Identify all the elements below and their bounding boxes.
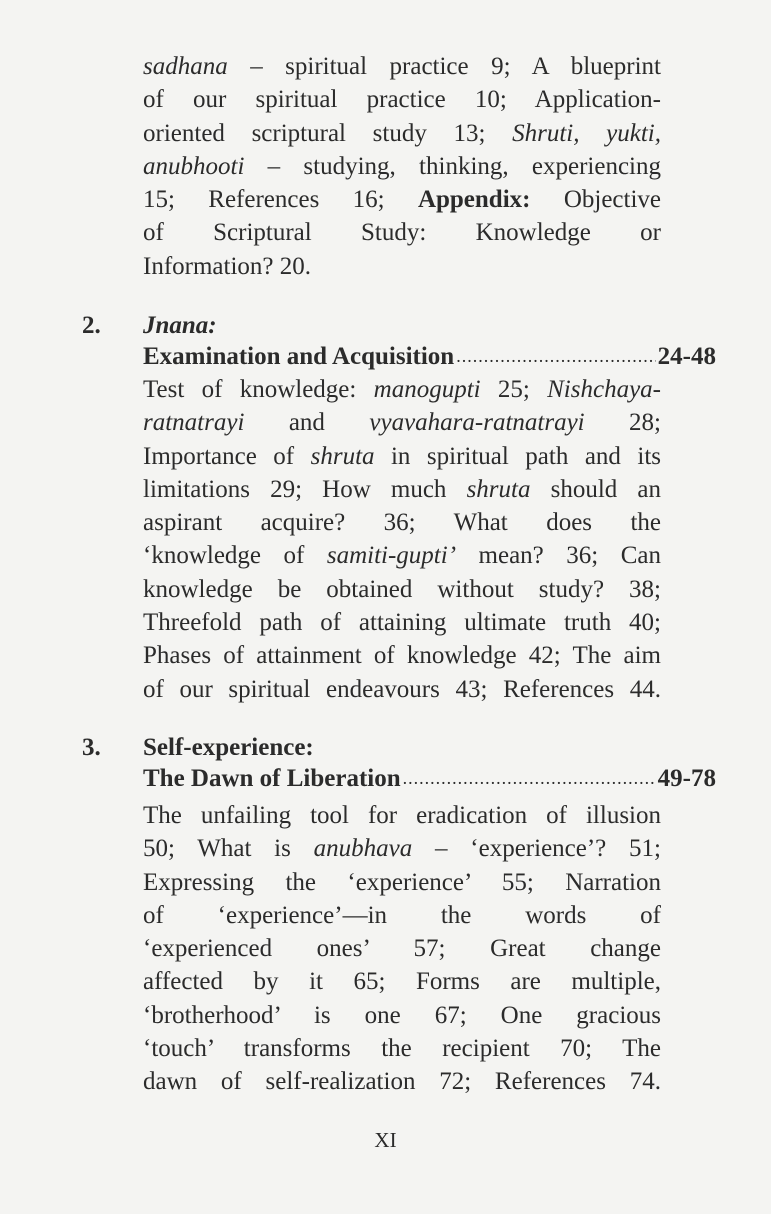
- section-subtitle: The Dawn of Liberation: [143, 765, 401, 792]
- text-line: [143, 373, 661, 406]
- text-segment: of our spiritual practice 10; Application-: [143, 86, 661, 114]
- italic-text: Nishchaya-: [547, 376, 661, 403]
- text-line: [143, 866, 661, 899]
- text-segment: aspirant acquire? 36; What does the: [143, 509, 661, 537]
- text-segment: The unfailing tool for eradication of illusion: [143, 802, 661, 829]
- text-line: [143, 183, 661, 216]
- text-line: [143, 473, 661, 506]
- text-line: [143, 117, 661, 150]
- italic-text: ratnatrayi: [143, 409, 245, 437]
- text-segment: Threefold path of attaining ultimate truth 40;: [143, 609, 661, 637]
- text-line: [143, 1032, 661, 1065]
- text-segment: affected by it 65; Forms are multiple,: [143, 968, 661, 996]
- section-summary: [143, 373, 661, 706]
- text-line: [143, 832, 661, 865]
- text-segment: Phases of attainment of knowledge 42; The aim: [143, 642, 661, 670]
- text-line: [143, 506, 661, 539]
- text-segment: dawn of self-realization 72; References 74.: [143, 1068, 661, 1096]
- text-segment: ‘experienced ones’ 57; Great change: [143, 935, 661, 963]
- italic-text: shruta: [466, 475, 531, 503]
- italic-text: anubhooti: [143, 152, 245, 180]
- text-segment: 25;: [480, 376, 548, 403]
- text-line: [143, 639, 661, 672]
- text-segment: ‘touch’ transforms the recipient 70; The: [143, 1035, 661, 1063]
- text-segment: – ‘experience’? 51;: [412, 835, 661, 863]
- leader-dots: [403, 762, 656, 795]
- text-segment: Expressing the ‘experience’ 55; Narration: [143, 868, 661, 896]
- text-segment: Test of knowledge:: [143, 376, 374, 403]
- text-segment: ‘brotherhood’ is one 67; One gracious: [143, 1001, 661, 1029]
- italic-text: samiti-gupti’: [326, 542, 457, 570]
- text-line: [143, 673, 661, 706]
- text-segment: oriented scriptural study 13;: [143, 119, 513, 147]
- text-line: [143, 999, 661, 1032]
- text-line: [143, 440, 661, 473]
- section-pages: 49-78: [657, 765, 716, 792]
- section-title: Jnana:: [143, 312, 217, 339]
- text-line: [143, 899, 661, 932]
- text-line: [143, 1065, 661, 1098]
- text-line: [143, 573, 661, 606]
- text-segment: of ‘experience’—in the words of: [143, 901, 661, 929]
- section-summary: [143, 799, 661, 1099]
- text-segment: and: [244, 409, 370, 437]
- text-line: [143, 932, 661, 965]
- section-heading-row: [143, 762, 716, 795]
- leader-dots: [456, 340, 655, 373]
- section-pages: 24-48: [657, 343, 716, 370]
- italic-text: vyavahara-ratnatrayi: [369, 409, 585, 437]
- text-line: [143, 606, 661, 639]
- text-line: [143, 250, 661, 283]
- italic-text: Shruti, yukti,: [512, 119, 661, 147]
- text-line: [143, 83, 661, 116]
- intro-continuation: [143, 50, 661, 283]
- section-subtitle: Examination and Acquisition: [143, 343, 455, 370]
- italic-text: shruta: [310, 442, 375, 470]
- text-line: [143, 799, 661, 832]
- text-segment: – studying, thinking, experiencing: [244, 152, 661, 180]
- text-segment: mean? 36; Can: [456, 542, 662, 570]
- text-segment: 28;: [584, 409, 661, 437]
- text-segment: – spiritual practice 9; A blueprint: [227, 53, 661, 80]
- section-number: 2.: [82, 312, 101, 339]
- text-line: [143, 539, 661, 572]
- text-segment: should an: [530, 475, 661, 503]
- text-line: [143, 150, 661, 183]
- italic-text: manogupti: [373, 376, 481, 403]
- text-line: [143, 216, 661, 249]
- text-line: [143, 965, 661, 998]
- italic-text: anubhava: [313, 835, 413, 863]
- text-line: [143, 50, 661, 83]
- text-segment: in spiritual path and its: [374, 442, 662, 470]
- text-segment: 50; What is: [143, 835, 314, 863]
- section-heading-row: [143, 340, 716, 373]
- text-segment: knowledge be obtained without study? 38;: [143, 575, 661, 603]
- text-segment: Importance of: [143, 442, 311, 470]
- page-number: XI: [374, 1128, 397, 1152]
- bold-text: Appendix:: [417, 186, 531, 214]
- section-number: 3.: [82, 734, 101, 761]
- italic-text: sadhana: [143, 53, 228, 80]
- text-segment: Objective: [530, 186, 661, 214]
- text-segment: of our spiritual endeavours 43; References 44.: [143, 675, 661, 703]
- text-segment: 15; References 16;: [143, 186, 418, 214]
- text-segment: Information? 20.: [143, 252, 312, 280]
- text-line: [143, 406, 661, 439]
- text-segment: ‘knowledge of: [143, 542, 327, 570]
- section-title: Self-experience:: [143, 734, 314, 761]
- text-segment: of Scriptural Study: Knowledge or: [143, 219, 661, 247]
- text-segment: limitations 29; How much: [143, 475, 467, 503]
